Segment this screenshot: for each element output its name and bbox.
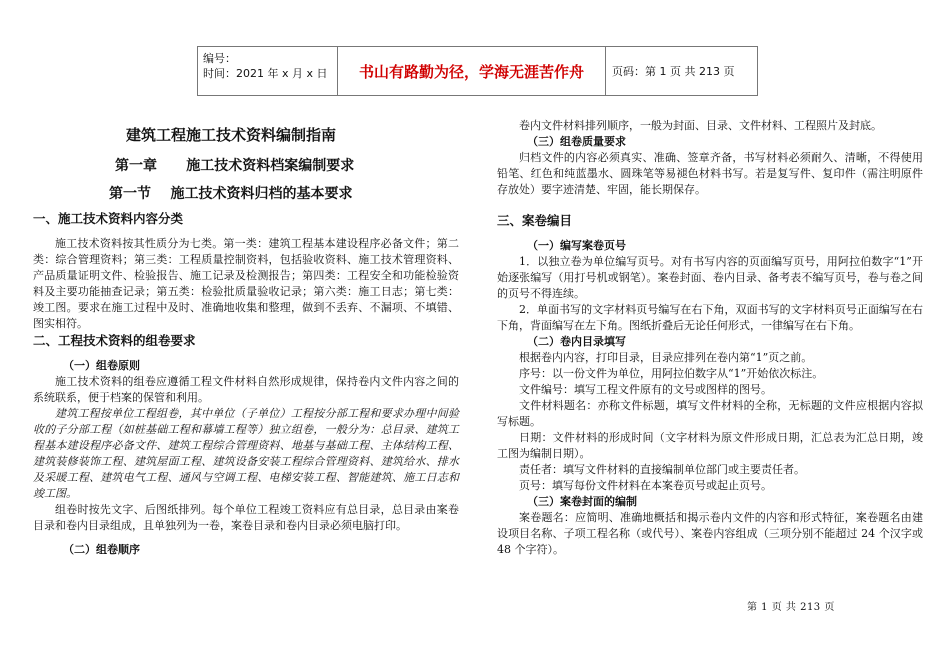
subheading-page-numbers: （一）编写案卷页号: [527, 239, 626, 252]
paragraph-serial-number: 序号：以一份文件为单位，用阿拉伯数字从“1”开始依次标注。: [519, 367, 824, 380]
paragraph-catalogue-print: 根据卷内内容，打印目录，目录应排列在卷内第“1”页之前。: [519, 351, 813, 364]
number-label: 编号：: [203, 52, 236, 65]
paragraph-file-order: 卷内文件材料排列顺序，一般为封面、目录、文件材料、工程照片及封底。: [519, 119, 882, 132]
spacer: [33, 350, 459, 358]
heading-cataloguing: 三、案卷编目: [497, 213, 573, 228]
paragraph-volume-title: 案卷题名：应简明、准确地概括和揭示卷内文件的内容和形式特征，案卷题名由建设项目名称、子项工程名称（或代号）、案卷内容组成（三项分别不能超过 24 个汉字或 48 个字符）。: [497, 511, 923, 556]
heading-volume-requirements: 二、工程技术资料的组卷要求: [33, 333, 196, 348]
paragraph-date: 日期：文件材料的形成时间（文字材料为原文件形成日期，汇总表为汇总日期，竣工图为编制日期）。: [497, 431, 923, 460]
spacer: [497, 230, 923, 238]
paragraph-classification: 施工技术资料按其性质分为七类。第一类：建筑工程基本建设程序必备文件；第二类：综合管理资料；第三类：工程质量控制资料，包括验收资料、施工技术管理资料、产品质量证明文件、检验报告、施工记录及检测报告；第四类：工程安全和功能检验资料及主要功能抽查记录；第五类：检验批质量验收记录；第六类：施工日志；第七类：竣工图。要求在施工过程中及时、准确地收集和整理，做到不丢弃、不漏项、不填错、图实相符。: [33, 237, 459, 330]
paragraph-volume-order-rule: 组卷时按先文字、后图纸排列。每个单位工程竣工资料应有总目录，总目录由案卷目录和卷内目录组成，且单独列为一卷，案卷目录和卷内目录必须电脑打印。: [33, 503, 459, 532]
chapter-title: 第一章 施工技术资料档案编制要求: [115, 158, 355, 174]
paragraph-page-no: 页号：填写每份文件材料在本案卷页号或起止页号。: [519, 479, 772, 492]
paragraph-file-number: 文件编号：填写工程文件原有的文号或图样的图号。: [519, 383, 772, 396]
header-page-cell: [606, 47, 757, 95]
right-column: [497, 118, 923, 558]
paragraph-quality: 归档文件的内容必须真实、准确、签章齐备，书写材料必须耐久、清晰，不得使用铅笔、红色和纯蓝墨水、圆珠笔等易褪色材料书写。若是复写件、复印件（需注明原件存放处）要字迹清楚、牢固，能长期保存。: [497, 151, 923, 196]
paragraph-responsible: 责任者：填写文件材料的直接编制单位部门或主要责任者。: [519, 463, 805, 476]
subheading-catalogue-fill: （二）卷内目录填写: [527, 335, 626, 348]
time-label: 时间：2021 年 x 月 x 日: [203, 67, 328, 80]
heading-content-classification: 一、施工技术资料内容分类: [33, 211, 184, 226]
spacer: [33, 534, 459, 542]
paragraph-page-number-rule-1: 1．以独立卷为单位编写页号。对有书写内容的页面编写页号，用阿拉伯数字“1”开始逐张编写（用打号机或钢笔）。案卷封面、卷内目录、备考表不编写页号，卷与卷之间的页号不得连续。: [497, 255, 923, 300]
spacer: [33, 228, 459, 236]
subheading-volume-order: （二）组卷顺序: [63, 543, 140, 556]
subheading-cover: （三）案卷封面的编制: [527, 495, 637, 508]
document-title: 建筑工程施工技术资料编制指南: [125, 126, 336, 144]
subheading-volume-principles: （一）组卷原则: [63, 359, 140, 372]
paragraph-principles: 施工技术资料的组卷应遵循工程文件材料自然形成规律，保持卷内文件内容之间的系统联系，便于档案的保管和利用。: [33, 375, 459, 404]
header-meta-cell: [198, 47, 338, 95]
header-motto-cell: [338, 47, 606, 95]
paragraph-page-number-rule-2: 2．单面书写的文字材料页号编写在右下角，双面书写的文字材料页号正面编写在右下角，背面编写在左下角。图纸折叠后无论任何形式，一律编写在右下角。: [497, 303, 923, 332]
paragraph-unit-project-volumes: 建筑工程按单位工程组卷，其中单位（子单位）工程按分部工程和要求办理中间验收的子分部工程（如桩基础工程和幕墙工程等）独立组卷，一般分为：总目录、建筑工程基本建设程序必备文件、建筑工程综合管理资料、地基与基础工程、主体结构工程、建筑装修装饰工程、建筑屋面工程、建筑设备安装工程综合管理资料、建筑给水、排水及采暖工程、建筑电气工程、通风与空调工程、电梯安装工程、智能建筑、施工日志和竣工图。: [33, 407, 459, 500]
header-table: [197, 46, 758, 96]
motto-text: 书山有路勤为径，学海无涯苦作舟: [358, 62, 584, 81]
subheading-quality-requirements: （三）组卷质量要求: [527, 135, 626, 148]
page-info: 页码：第 1 页 共 213 页: [612, 65, 735, 78]
paragraph-file-title: 文件材料题名：亦称文件标题，填写文件材料的全称，无标题的文件应根据内容拟写标题。: [497, 399, 923, 428]
section-title: 第一节 施工技术资料归档的基本要求: [109, 186, 353, 202]
left-column: [33, 118, 459, 558]
page-footer: 第 1 页 共 213 页: [747, 602, 835, 613]
spacer: [497, 198, 923, 212]
